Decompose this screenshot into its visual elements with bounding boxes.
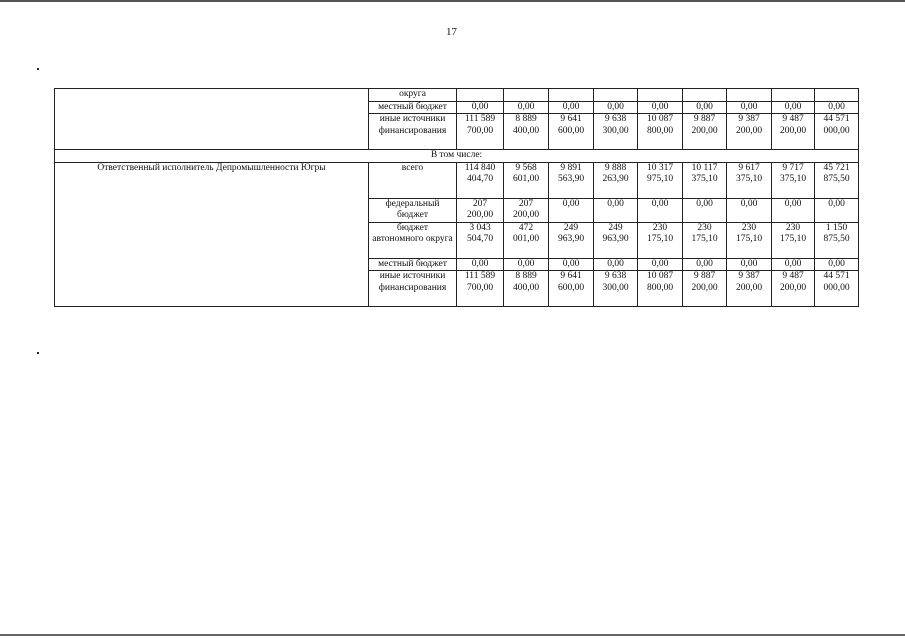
value-cell: 249 963,90 — [594, 222, 638, 258]
value-cell: 0,00 — [549, 198, 594, 222]
section-row — [55, 150, 859, 163]
table-row — [55, 162, 859, 198]
value-cell: 207 200,00 — [504, 198, 549, 222]
value-cell — [638, 89, 683, 102]
scan-speck — [37, 352, 39, 354]
value-cell: 10 317 975,10 — [638, 162, 683, 198]
value-cell: 9 638 300,00 — [594, 271, 638, 307]
value-cell: 0,00 — [638, 258, 683, 271]
value-cell: 230 175,10 — [638, 222, 683, 258]
value-cell: 230 175,10 — [683, 222, 727, 258]
value-cell: 0,00 — [683, 198, 727, 222]
value-cell: 0,00 — [727, 258, 772, 271]
row-label: всего — [369, 162, 457, 198]
value-cell: 1 150 875,50 — [815, 222, 859, 258]
value-cell — [594, 89, 638, 102]
value-cell: 249 963,90 — [549, 222, 594, 258]
value-cell: 0,00 — [683, 258, 727, 271]
value-cell: 0,00 — [815, 101, 859, 114]
value-cell: 10 117 375,10 — [683, 162, 727, 198]
value-cell: 0,00 — [772, 198, 815, 222]
value-cell: 0,00 — [638, 101, 683, 114]
value-cell: 0,00 — [727, 101, 772, 114]
value-cell — [504, 89, 549, 102]
value-cell: 0,00 — [815, 198, 859, 222]
row-label: местный бюджет — [369, 101, 457, 114]
value-cell: 0,00 — [549, 258, 594, 271]
value-cell: 472 001,00 — [504, 222, 549, 258]
value-cell: 207 200,00 — [457, 198, 504, 222]
value-cell: 9 641 600,00 — [549, 271, 594, 307]
value-cell: 0,00 — [815, 258, 859, 271]
value-cell — [815, 89, 859, 102]
value-cell: 0,00 — [683, 101, 727, 114]
value-cell: 0,00 — [594, 198, 638, 222]
row-label: иные источники финансирования — [369, 271, 457, 307]
value-cell: 0,00 — [504, 101, 549, 114]
table-body — [55, 89, 859, 307]
value-cell: 230 175,10 — [727, 222, 772, 258]
row-label: иные источники финансирования — [369, 114, 457, 150]
row-label: бюджет автономного округа — [369, 222, 457, 258]
value-cell — [683, 89, 727, 102]
value-cell: 114 840 404,70 — [457, 162, 504, 198]
row-label: федеральный бюджет — [369, 198, 457, 222]
value-cell — [727, 89, 772, 102]
value-cell: 0,00 — [772, 101, 815, 114]
executor-name: Ответственный исполнитель Депромышленности Югры — [55, 162, 369, 307]
value-cell: 8 889 400,00 — [504, 114, 549, 150]
blank-cell — [55, 89, 369, 150]
value-cell: 10 087 800,00 — [638, 114, 683, 150]
value-cell: 8 889 400,00 — [504, 271, 549, 307]
value-cell: 44 571 000,00 — [815, 114, 859, 150]
value-cell: 9 641 600,00 — [549, 114, 594, 150]
value-cell: 0,00 — [457, 101, 504, 114]
value-cell: 0,00 — [504, 258, 549, 271]
scan-speck — [37, 68, 39, 70]
value-cell: 9 387 200,00 — [727, 114, 772, 150]
table-row — [55, 89, 859, 102]
bottom-border-line — [0, 634, 905, 636]
value-cell: 9 887 200,00 — [683, 271, 727, 307]
value-cell: 0,00 — [772, 258, 815, 271]
value-cell: 230 175,10 — [772, 222, 815, 258]
value-cell: 9 888 263,90 — [594, 162, 638, 198]
page-number: 17 — [446, 26, 457, 38]
value-cell: 9 717 375,10 — [772, 162, 815, 198]
value-cell: 10 087 800,00 — [638, 271, 683, 307]
value-cell — [549, 89, 594, 102]
value-cell: 9 891 563,90 — [549, 162, 594, 198]
value-cell: 9 638 300,00 — [594, 114, 638, 150]
value-cell — [457, 89, 504, 102]
value-cell: 0,00 — [549, 101, 594, 114]
value-cell: 9 887 200,00 — [683, 114, 727, 150]
value-cell: 3 043 504,70 — [457, 222, 504, 258]
value-cell — [772, 89, 815, 102]
value-cell: 111 589 700,00 — [457, 114, 504, 150]
value-cell: 44 571 000,00 — [815, 271, 859, 307]
section-label: В том числе: — [55, 150, 859, 163]
top-border-line — [0, 0, 905, 2]
budget-table — [54, 88, 859, 307]
value-cell: 0,00 — [638, 198, 683, 222]
value-cell: 0,00 — [457, 258, 504, 271]
value-cell: 0,00 — [594, 258, 638, 271]
value-cell: 9 487 200,00 — [772, 271, 815, 307]
value-cell: 9 487 200,00 — [772, 114, 815, 150]
value-cell: 0,00 — [727, 198, 772, 222]
value-cell: 9 387 200,00 — [727, 271, 772, 307]
value-cell: 45 721 875,50 — [815, 162, 859, 198]
row-label: округа — [369, 89, 457, 102]
value-cell: 0,00 — [594, 101, 638, 114]
value-cell: 111 589 700,00 — [457, 271, 504, 307]
value-cell: 9 617 375,10 — [727, 162, 772, 198]
value-cell: 9 568 601,00 — [504, 162, 549, 198]
row-label: местный бюджет — [369, 258, 457, 271]
